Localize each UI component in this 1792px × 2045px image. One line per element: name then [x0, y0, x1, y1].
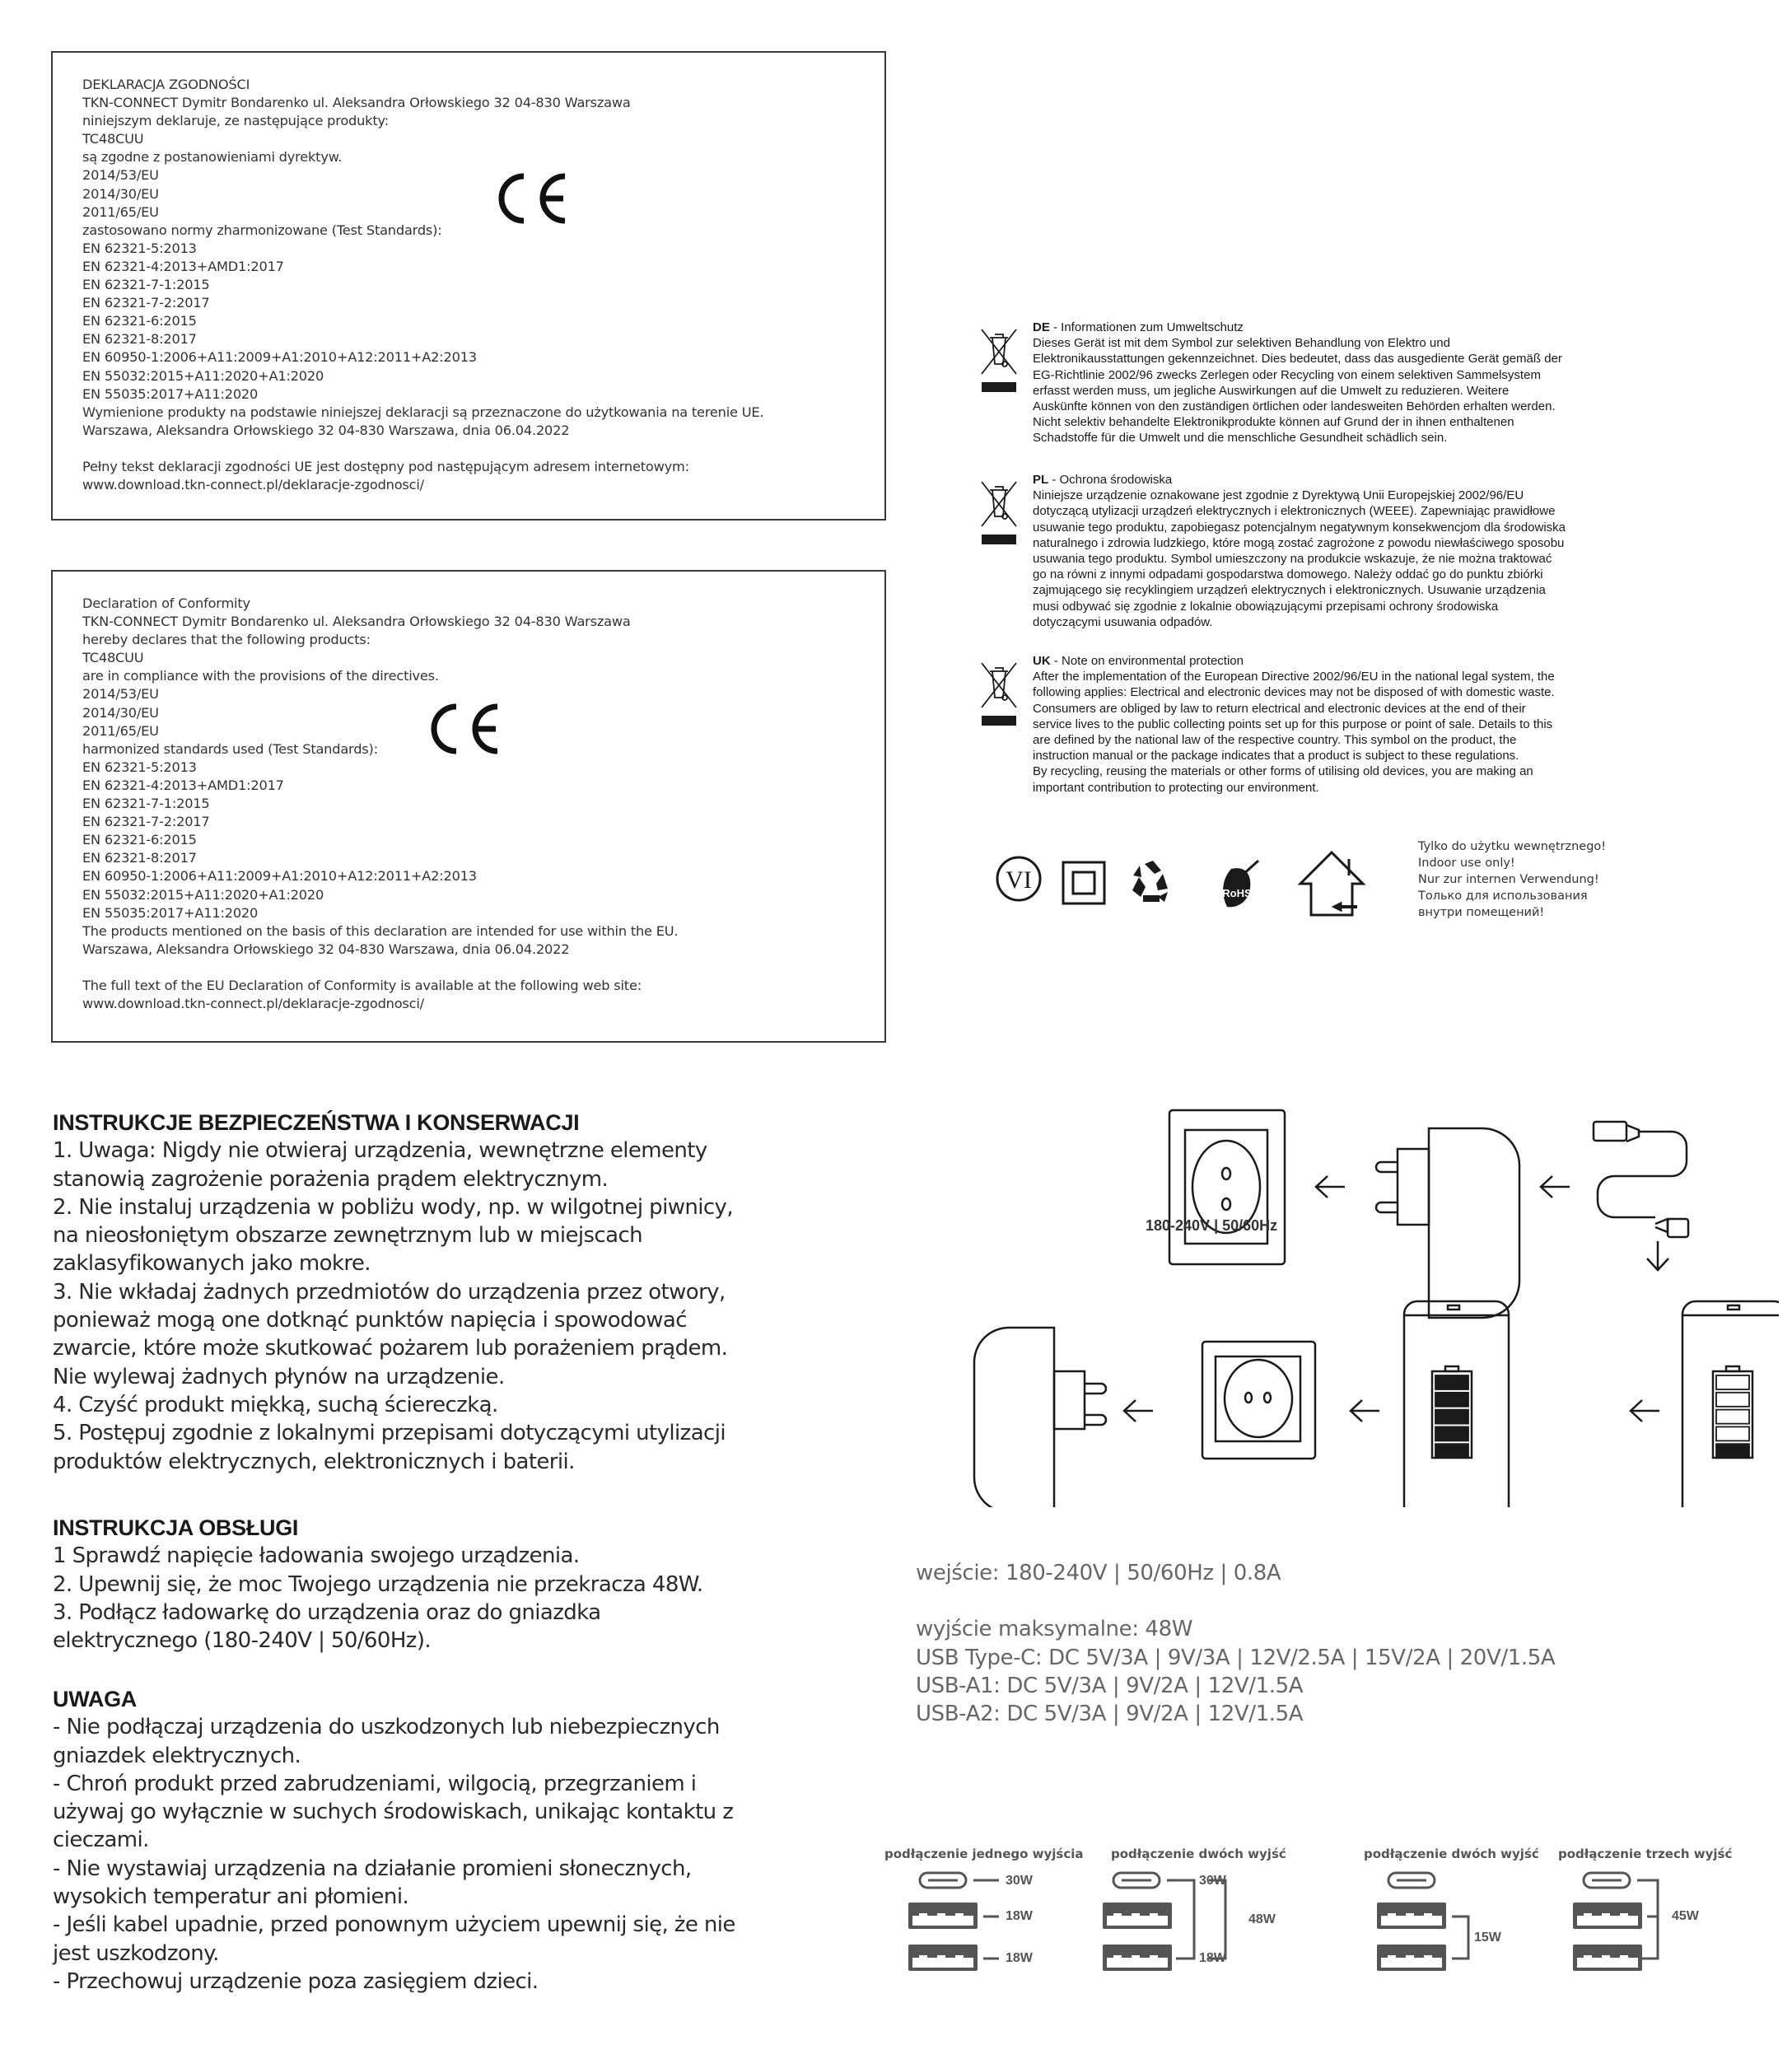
directive: 2014/53/EU	[82, 167, 159, 184]
declaration-text-en	[82, 595, 678, 1013]
weee-block-uk	[980, 653, 1672, 801]
standard: EN 62321-6:2015	[82, 313, 197, 329]
declaration-footer: Pełny tekst deklaracji zgodności UE jest dostępny pod następującym adresem internetowym:	[82, 458, 689, 474]
usage-line: 1 Sprawdź napięcie ładowania swojego urządzenia.	[53, 1543, 580, 1569]
rohs-leaf-icon	[1222, 861, 1258, 907]
arrow-left-icon	[1631, 1400, 1659, 1422]
double-insulation-icon	[1063, 862, 1104, 903]
usb-c-port-icon	[1388, 1873, 1435, 1888]
phone-low-battery-icon	[1682, 1301, 1779, 1507]
declaration-box-pl	[51, 51, 886, 521]
declaration-footer: The full text of the EU Declaration of Conformity is available at the following web site:	[82, 977, 642, 993]
weee-lang-code: DE	[1033, 320, 1050, 334]
arrow-left-icon	[1541, 1176, 1570, 1198]
weee-block-de	[980, 320, 1672, 451]
standard: EN 62321-7-1:2015	[82, 277, 210, 293]
crossed-bin-icon	[980, 479, 1018, 553]
standard: EN 55035:2017+A11:2020	[82, 385, 259, 402]
indoor-use-notice	[1418, 838, 1606, 921]
standard: EN 62321-7-1:2015	[82, 796, 210, 812]
standard: EN 62321-6:2015	[82, 832, 197, 848]
weee-line: are defined by the national law of the respective country. This symbol on the product, the	[1033, 733, 1517, 748]
standard: EN 60950-1:2006+A11:2009+A1:2010+A12:2011+A2:2013	[82, 868, 477, 885]
safety-line: 5. Postępuj zgodnie z lokalnymi przepisami dotyczącymi utylizacji	[53, 1421, 726, 1446]
declaration-line: harmonized standards used (Test Standards):	[82, 740, 378, 757]
indoor-use-house-icon	[1300, 852, 1363, 915]
specifications	[916, 1559, 1555, 1728]
port-watt-label: 30W	[1199, 1874, 1226, 1888]
weee-line: following applies: Electrical and electronic devices may not be disposed of with domestic waste.	[1033, 685, 1555, 700]
svg-text:RoHS: RoHS	[1222, 887, 1252, 899]
crossed-bin-icon	[980, 326, 1018, 400]
declaration-text-pl	[82, 76, 763, 494]
indoor-line: Indoor use only!	[1418, 857, 1515, 870]
battery-cell-filled	[1435, 1410, 1468, 1424]
weee-line: instruction manual or the package indicates that a product is subject to these regulations.	[1033, 749, 1519, 763]
weee-line: important contribution to protecting our environment.	[1033, 780, 1319, 795]
spec-usb-a1: USB-A1: DC 5V/3A | 9V/2A | 12V/1.5A	[916, 1673, 1304, 1698]
port-watt-total: 15W	[1474, 1931, 1501, 1945]
weee-line: By recycling, reusing the materials or other forms of utilising old devices, you are making an	[1033, 764, 1533, 779]
battery-cells-low	[1716, 1375, 1749, 1458]
usb-cable-icon	[1594, 1122, 1688, 1237]
standard: EN 62321-4:2013+AMD1:2017	[82, 777, 284, 793]
usb-a-port-icon	[1103, 1903, 1172, 1929]
weee-block-pl	[980, 472, 1672, 637]
recycle-icon	[1132, 861, 1168, 902]
declaration-line: Warszawa, Aleksandra Orłowskiego 32 04-830 Warszawa, dnia 06.04.2022	[82, 422, 570, 438]
directive: 2014/53/EU	[82, 686, 159, 703]
weee-line: erfasst werden muss, um jegliche Auswirkungen auf die Umwelt zu reduzieren. Weitere	[1033, 383, 1510, 398]
port-watt-label: 18W	[1006, 1909, 1033, 1923]
warning-line: wysokich temperatur ani płomieni.	[53, 1884, 409, 1910]
warning-line: cieczami.	[53, 1828, 149, 1853]
wall-socket-icon	[1202, 1342, 1315, 1459]
spec-input: wejście: 180-240V | 50/60Hz | 0.8A	[916, 1561, 1281, 1585]
arrow-down-icon	[1647, 1241, 1668, 1270]
usb-c-port-icon	[1584, 1873, 1630, 1888]
standard: EN 62321-7-2:2017	[82, 814, 210, 830]
declaration-line: zastosowano normy zharmonizowane (Test Standards):	[82, 222, 442, 238]
battery-cell-filled	[1435, 1375, 1468, 1389]
warning-heading: UWAGA	[53, 1687, 137, 1711]
usb-a-port-icon	[1573, 1903, 1642, 1929]
weee-line: Nicht selektiv behandelte Elektronikprodukte können auf Grund der in ihnen enthaltenen	[1033, 415, 1514, 430]
weee-line: usuwanie tego produktu, zapobiegasz potencjalnym negatywnym konsekwencjom dla środowiska	[1033, 520, 1566, 535]
wall-socket-icon	[1169, 1110, 1285, 1264]
socket-voltage-label: 180-240V | 50/60Hz	[1146, 1217, 1278, 1234]
usb-c-port-icon	[1113, 1873, 1160, 1888]
warning-line: - Przechowuj urządzenie poza zasięgiem dzieci.	[53, 1968, 539, 1994]
weee-line: naturalnego i zdrowia ludzkiego, które mogą zostać zagrożone z powodu niewłaściwego sposobu	[1033, 535, 1565, 550]
weee-text	[1033, 653, 1675, 796]
port-watt-label: 30W	[1006, 1874, 1033, 1888]
port-config-title: podłączenie jednego wyjścia	[884, 1847, 1084, 1861]
battery-cell-empty	[1716, 1393, 1749, 1407]
usage-section	[53, 1514, 703, 1655]
usb-a-port-icon	[1103, 1945, 1172, 1971]
directive: 2014/30/EU	[82, 185, 159, 202]
safety-line: stanowią zagrożenie porażenia prądem elektrycznym.	[53, 1166, 609, 1192]
battery-cell-filled	[1435, 1426, 1468, 1440]
safety-line: 2. Nie instaluj urządzenia w pobliżu wody, np. w wilgotnej piwnicy,	[53, 1194, 734, 1220]
efficiency-level-vi-icon	[997, 857, 1040, 900]
declaration-line: są zgodne z postanowieniami dyrektyw.	[82, 149, 343, 166]
standard: EN 62321-7-2:2017	[82, 295, 210, 311]
standard: EN 55035:2017+A11:2020	[82, 904, 259, 921]
port-watt-total: 45W	[1672, 1909, 1699, 1923]
warning-section	[53, 1685, 735, 1996]
standard: EN 62321-8:2017	[82, 331, 197, 348]
port-config-title: podłączenie dwóch wyjść	[1364, 1847, 1539, 1861]
usage-line: 2. Upewnij się, że moc Twojego urządzenia nie przekracza 48W.	[53, 1571, 703, 1597]
standard: EN 62321-4:2013+AMD1:2017	[82, 258, 284, 274]
safety-section	[53, 1109, 733, 1476]
safety-line: na nieosłoniętym obszarze zewnętrznym lub w miejscach	[53, 1223, 643, 1249]
weee-line: zajmującego się recyklingiem urządzeń elektrycznych i elektronicznych. Usuwanie urządzenia	[1033, 583, 1546, 598]
standard: EN 55032:2015+A11:2020+A1:2020	[82, 886, 324, 903]
safety-line: ponieważ mogą one dotknąć punktów napięcia i spowodować	[53, 1308, 687, 1333]
usb-a-port-icon	[908, 1945, 978, 1971]
battery-cell-empty	[1716, 1426, 1749, 1440]
safety-line: zaklasyfikowanych jako mokre.	[53, 1251, 371, 1277]
arrow-left-icon	[1316, 1176, 1345, 1198]
safety-line: 4. Czyść produkt miękką, suchą ściereczką.	[53, 1392, 498, 1417]
port-config-two-a-a	[1377, 1873, 1468, 1971]
usb-a-port-icon	[1377, 1945, 1446, 1971]
port-config-single	[908, 1873, 999, 1971]
weee-line: Auskünfte können von den zuständigen örtlichen oder landesweiten Behörden erhalten werden.	[1033, 399, 1556, 414]
safety-line: 3. Nie wkładaj żadnych przedmiotów do urządzenia przez otwory,	[53, 1279, 726, 1305]
battery-cell-filled	[1435, 1444, 1468, 1458]
declaration-line: DEKLARACJA ZGODNOŚCI	[82, 77, 250, 92]
standard: EN 55032:2015+A11:2020+A1:2020	[82, 367, 324, 384]
arrow-left-icon	[1124, 1400, 1153, 1422]
port-config-title: podłączenie trzech wyjść	[1558, 1847, 1733, 1861]
standard: EN 62321-5:2013	[82, 759, 197, 775]
usb-a-port-icon	[908, 1903, 978, 1929]
declaration-line: Wymienione produkty na podstawie niniejszej deklaracji są przeznaczone do użytkowania na terenie UE.	[82, 404, 764, 420]
port-watt-label: 18W	[1199, 1951, 1226, 1965]
directive: 2011/65/EU	[82, 722, 159, 739]
standard: EN 60950-1:2006+A11:2009+A1:2010+A12:2011+A2:2013	[82, 349, 477, 366]
warning-line: jest uszkodzony.	[53, 1940, 219, 1966]
warning-line: gniazdek elektrycznych.	[53, 1743, 301, 1768]
usb-c-port-icon	[920, 1873, 966, 1888]
usage-line: elektrycznego (180-240V | 50/60Hz).	[53, 1628, 432, 1654]
safety-line: zwarcie, które może skutkować pożarem lub porażeniem prądem.	[53, 1336, 728, 1361]
weee-line: Consumers are obliged by law to return electrical and electronic devices at the end of their	[1033, 701, 1526, 716]
safety-line: produktów elektrycznych, elektronicznych i baterii.	[53, 1449, 575, 1474]
usb-a-port-icon	[1573, 1945, 1642, 1971]
declaration-line: niniejszym deklaruje, ze następujące produkty:	[82, 113, 389, 129]
weee-line: Niniejsze urządzenie oznakowane jest zgodnie z Dyrektywą Unii Europejskiej 2002/96/EU	[1033, 488, 1524, 503]
crossed-bin-icon	[980, 660, 1018, 734]
weee-title: - Ochrona środowiska	[1048, 473, 1173, 487]
declaration-line: TKN-CONNECT Dymitr Bondarenko ul. Aleksandra Orłowskiego 32 04-830 Warszawa	[82, 614, 631, 630]
weee-line: After the implementation of the European Directive 2002/96/EU in the national legal system, the	[1033, 670, 1555, 684]
battery-cell-empty	[1716, 1410, 1749, 1424]
declaration-line: Declaration of Conformity	[82, 595, 250, 611]
standard: EN 62321-5:2013	[82, 240, 197, 256]
warning-line: - Nie wystawiaj urządzenia na działanie promieni słonecznych,	[53, 1856, 692, 1881]
declaration-line: TKN-CONNECT Dymitr Bondarenko ul. Aleksandra Orłowskiego 32 04-830 Warszawa	[82, 95, 631, 111]
weee-line: dotyczącymi usuwania odpadów.	[1033, 614, 1213, 629]
safety-line: Nie wylewaj żadnych płynów na urządzenie.	[53, 1364, 505, 1389]
indoor-line: Nur zur internen Verwendung!	[1418, 873, 1599, 886]
safety-line: 1. Uwaga: Nigdy nie otwieraj urządzenia, wewnętrzne elementy	[53, 1138, 707, 1164]
weee-line: EG-Richtlinie 2002/96 zwecks Zerlegen oder Recycling von einem selektiven Sammelsystem	[1033, 367, 1541, 382]
weee-text	[1033, 320, 1675, 446]
usb-a-port-icon	[1377, 1903, 1446, 1929]
directive: 2011/65/EU	[82, 203, 159, 220]
weee-line: musi odbywać się zgodnie z lokalnie obowiązującymi przepisami ochrony środowiska	[1033, 599, 1499, 614]
declaration-line: hereby declares that the following products:	[82, 632, 371, 648]
declaration-line: are in compliance with the provisions of the directives.	[82, 668, 439, 684]
usage-line: 3. Podłącz ładowarkę do urządzenia oraz do gniazdka	[53, 1599, 601, 1625]
safety-heading: INSTRUKCJE BEZPIECZEŃSTWA I KONSERWACJI	[53, 1110, 580, 1135]
weee-line: go na równi z innymi odpadami gospodarstwa domowego. Należy oddać go do punktu zbiórki	[1033, 567, 1543, 582]
weee-lang-code: UK	[1033, 654, 1051, 668]
spec-usb-c: USB Type-C: DC 5V/3A | 9V/3A | 12V/2.5A | 15V/2A | 20V/1.5A	[916, 1645, 1556, 1670]
spec-usb-a2: USB-A2: DC 5V/3A | 9V/2A | 12V/1.5A	[916, 1702, 1304, 1727]
declaration-url: www.download.tkn-connect.pl/deklaracje-zgodnosci/	[82, 995, 424, 1011]
arrow-left-icon	[1351, 1400, 1379, 1422]
weee-line: service lives to the public collecting points set up for this purpose or point of sale. Details to this	[1033, 717, 1553, 731]
port-config-three	[1573, 1873, 1658, 1971]
directive: 2014/30/EU	[82, 704, 159, 721]
charger-icon	[1376, 1128, 1519, 1318]
usage-heading: INSTRUKCJA OBSŁUGI	[53, 1515, 299, 1540]
battery-cell-filled	[1435, 1393, 1468, 1407]
weee-title: - Informationen zum Umweltschutz	[1049, 320, 1244, 334]
port-watt-total: 48W	[1248, 1912, 1276, 1926]
weee-line: Schadstoffe für die Umwelt und die menschliche Gesundheit schädlich sein.	[1033, 431, 1448, 446]
charger-icon	[974, 1328, 1106, 1507]
port-config-title: podłączenie dwóch wyjść	[1111, 1847, 1286, 1861]
svg-text:VI: VI	[1006, 866, 1032, 894]
weee-line: usuwania tego produktu. Symbol umieszczony na produkcie wskazuje, że nie można traktować	[1033, 552, 1552, 567]
warning-line: używaj go wyłącznie w suchych środowiskach, unikając kontaktu z	[53, 1800, 734, 1825]
charging-diagram	[955, 1079, 1779, 1507]
weee-text	[1033, 472, 1675, 630]
ce-mark-icon	[496, 173, 570, 224]
battery-cells-full	[1435, 1375, 1468, 1458]
weee-lang-code: PL	[1033, 473, 1049, 487]
ce-mark-icon	[428, 703, 502, 754]
standard: EN 62321-8:2017	[82, 850, 197, 866]
declaration-url: www.download.tkn-connect.pl/deklaracje-zgodnosci/	[82, 476, 424, 493]
battery-cell-empty	[1716, 1375, 1749, 1389]
declaration-box-en	[51, 570, 886, 1043]
product-code: TC48CUU	[82, 131, 144, 147]
warning-line: - Nie podłączaj urządzenia do uszkodzonych lub niebezpiecznych	[53, 1715, 720, 1740]
declaration-line: Warszawa, Aleksandra Orłowskiego 32 04-830 Warszawa, dnia 06.04.2022	[82, 941, 570, 957]
weee-line: Dieses Gerät ist mit dem Symbol zur selektiven Behandlung von Elektro und	[1033, 336, 1450, 351]
indoor-line: Tylko do użytku wewnętrznego!	[1418, 840, 1607, 853]
weee-line: dotyczącą utylizacji urządzeń elektrycznych i elektronicznych (WEEE). Zapewniając prawidłowe	[1033, 504, 1556, 519]
declaration-line: The products mentioned on the basis of this declaration are intended for use within the EU.	[82, 922, 679, 939]
port-watt-label: 18W	[1006, 1951, 1033, 1965]
weee-title: - Note on environmental protection	[1050, 654, 1244, 668]
warning-line: - Jeśli kabel upadnie, przed ponownym użyciem upewnij się, że nie	[53, 1912, 735, 1938]
product-code: TC48CUU	[82, 650, 144, 666]
warning-line: - Chroń produkt przed zabrudzeniami, wilgocią, przegrzaniem i	[53, 1771, 697, 1796]
battery-cell-filled	[1716, 1444, 1749, 1458]
indoor-line: Только для использования	[1418, 889, 1588, 903]
indoor-line: внутри помещений!	[1418, 906, 1545, 919]
weee-line: Elektronikausstattungen gekennzeichnet. Dies bedeutet, dass das ausgediente Gerät gemäß der	[1033, 352, 1562, 367]
spec-output-max: wyjście maksymalne: 48W	[916, 1617, 1193, 1642]
certification-symbols	[980, 836, 1408, 927]
